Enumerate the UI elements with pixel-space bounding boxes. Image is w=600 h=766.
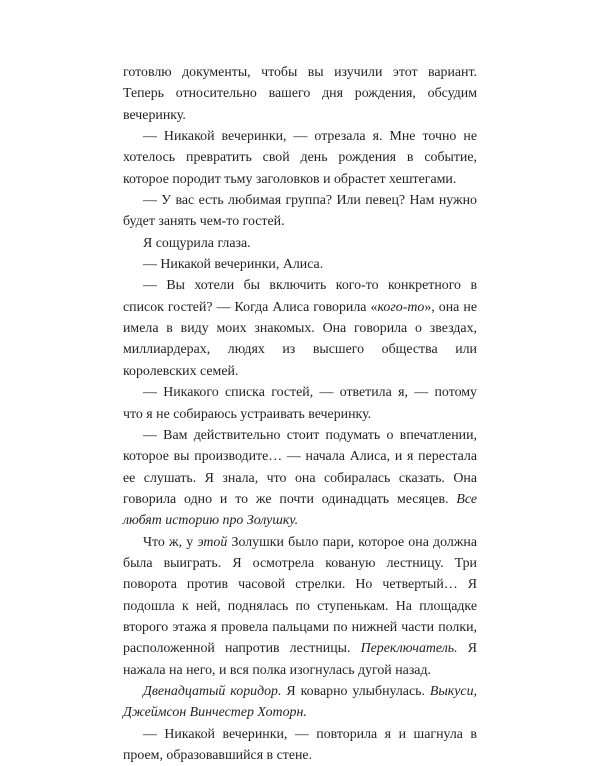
paragraph <box>123 382 477 425</box>
text-run: — Никакой вечеринки, Алиса. <box>143 257 324 273</box>
page-text-column <box>123 62 477 766</box>
text-run: Я сощурила глаза. <box>143 235 251 251</box>
paragraph <box>123 532 477 681</box>
italic-text-run: Все любят историю про Золушку. <box>123 491 477 529</box>
text-run: Что ж, у <box>143 534 198 550</box>
paragraph <box>123 233 477 254</box>
italic-text-run: Выкуси, Джеймсон Винчестер Хоторн. <box>123 683 478 721</box>
text-run: — Никакого списка гостей, — ответила я, — потому что я не собираюсь устраивать вечеринку. <box>123 385 477 422</box>
text-run: — У вас есть любимая группа? Или певец? Нам нужно будет занять чем-то гостей. <box>123 193 477 230</box>
paragraph <box>123 425 477 532</box>
text-run: — Вы хотели бы включить кого-то конкретного в список гостей? — Когда Алиса говорила « <box>123 278 477 315</box>
text-run: — Вам действительно стоит подумать о впечатлении, которое вы производите… — начала Алиса, и я перестала ее слушать. Я знала, что она собиралась сказать. Она говорила одно и то же почти одинадцать месяцев. <box>123 427 477 507</box>
text-run: — Никакой вечеринки, — повторила я и шагнула в проем, образовавшийся в стене. <box>123 726 477 763</box>
text-run: Я коварно улыбнулась. <box>281 683 430 699</box>
text-run: Золушки было пари, которое она должна была выиграть. Я осмотрела кованую лестницу. Три поворота против часовой стрелки. Но четвертый… Я подошла к ней, поднялась по ступенькам. На площадке второго этажа я провела пальцами по нижней части полки, расположенной напротив лестницы. <box>123 534 477 657</box>
paragraph <box>123 681 477 724</box>
text-run: », она не имела в виду моих знакомых. Она говорила о звездах, миллиардерах, людях из высшего общества или королевских семей. <box>123 299 477 379</box>
paragraph <box>123 724 477 766</box>
italic-text-run: кого-то <box>377 299 425 315</box>
paragraph <box>123 126 477 190</box>
text-run: Я нажала на него, и вся полка изогнулась дугой назад. <box>123 641 477 678</box>
italic-text-run: Переключатель. <box>360 641 458 657</box>
italic-text-run: Двенадцатый коридор. <box>143 683 282 699</box>
italic-text-run: этой <box>197 534 228 550</box>
text-run: — Никакой вечеринки, — отрезала я. Мне точно не хотелось превратить свой день рождения в событие, которое породит тьму заголовков и обрастет хештегами. <box>123 129 477 187</box>
paragraph <box>123 254 477 275</box>
paragraph <box>123 190 477 233</box>
text-run: готовлю документы, чтобы вы изучили этот вариант. Теперь относительно вашего дня рождения, обсудим вечеринку. <box>123 65 477 123</box>
paragraph <box>123 62 477 126</box>
paragraph <box>123 275 477 382</box>
